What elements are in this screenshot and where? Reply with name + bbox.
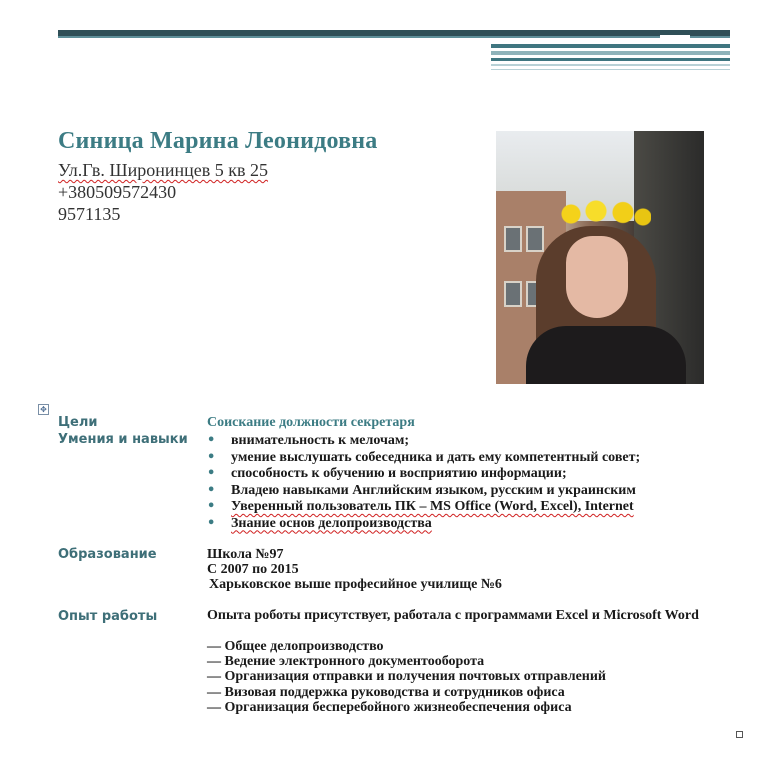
move-handle-icon[interactable]: ✥ [38,404,49,415]
list-item: • внимательность к мелочам; [207,433,640,450]
goal-text: Соискание должности секретаря [207,415,415,430]
list-item: — Организация бесперебойного жизнеобеспечения офиса [207,699,572,715]
education-line: Харьковское выше професийное училище №6 [209,577,502,592]
phone-home: 9571135 [58,204,121,224]
list-item: — Организация отправки и получения почтовых отправлений [207,669,606,685]
header-accent-stripe [491,58,730,61]
header-rule-thin [58,36,730,38]
section-label-skills: Умения и навыки [58,432,188,447]
list-item [207,516,640,533]
list-item: • Владею навыками Английским языком, русским и украинским [207,483,640,500]
work-duties-list [207,639,606,715]
header-rule-gap [660,35,690,43]
header-accent-stripe [491,44,730,48]
skills-list [207,433,640,532]
header-accent-stripe [491,69,730,70]
section-label-education: Образование [58,547,157,562]
section-label-goals: Цели [58,415,98,430]
list-item [207,499,640,516]
education-line: Школа №97 [207,547,284,562]
candidate-name: Синица Марина Леонидовна [58,128,378,154]
education-line: С 2007 по 2015 [207,562,299,577]
header-accent-stripe [491,64,730,66]
work-intro: Опыта роботы присутствует, работала с программами Excel и Microsoft Word [207,608,699,623]
list-item-text: Уверенный пользователь ПК – MS Office (Word, Excel), Internet [231,499,634,514]
list-item: • способность к обучению и восприятию информации; [207,466,640,483]
list-item: — Общее делопроизводство [207,639,384,654]
portrait-photo [496,131,704,384]
list-item: • умение выслушать собеседника и дать ему компетентный совет; [207,450,640,467]
section-label-work: Опыт работы [58,609,158,624]
address [58,160,268,181]
list-item: — Визовая поддержка руководства и сотрудников офиса [207,684,565,700]
phone-mobile: +380509572430 [58,182,177,202]
list-item: — Ведение электронного документооборота [207,654,485,670]
end-of-document-mark [736,731,743,738]
list-item-text: Знание основ делопроизводства [231,515,432,531]
header-accent-stripe [491,51,730,55]
address-text: Ул.Гв. Широнинцев 5 кв 25 [58,160,268,180]
flower-crown [551,199,651,229]
